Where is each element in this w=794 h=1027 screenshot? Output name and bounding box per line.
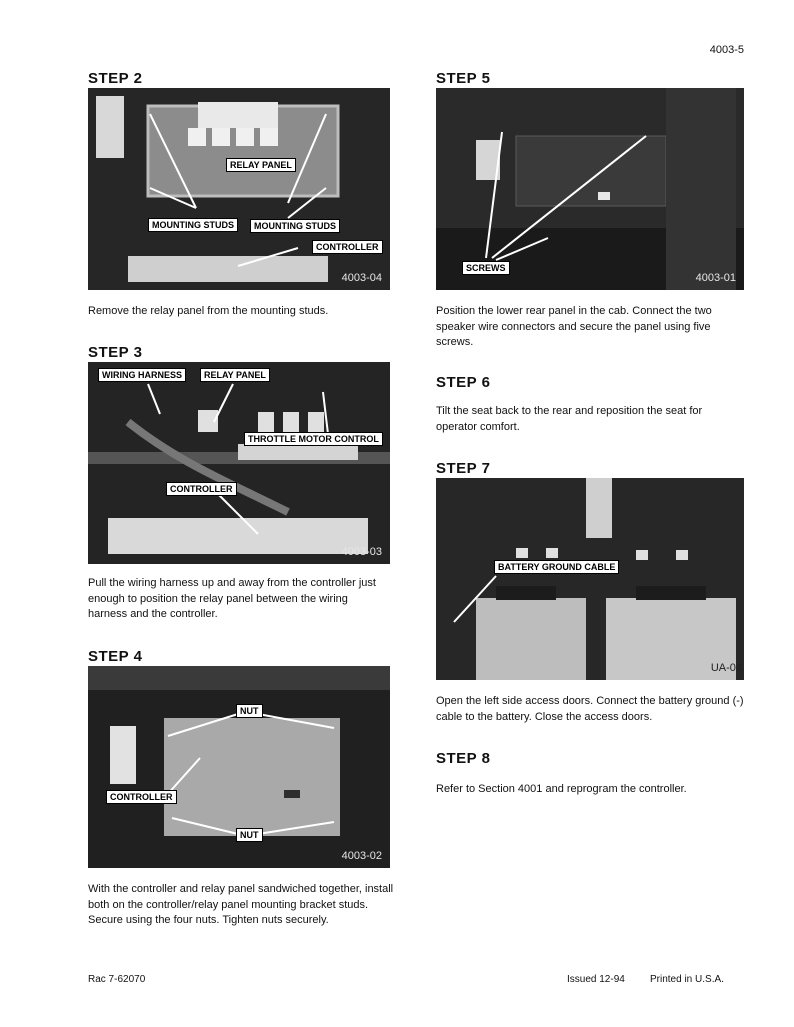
step-8-heading: STEP 8 — [436, 750, 491, 767]
step-5-label-screws: SCREWS — [462, 261, 510, 275]
footer-doc-number: Rac 7-62070 — [88, 974, 146, 985]
step-4-figure-id: 4003-02 — [341, 850, 382, 862]
step-7-heading: STEP 7 — [436, 460, 491, 477]
step-4-caption: With the controller and relay panel sandwiched together, install both on the controller/relay panel mounting bracket studs. Secure using the four nuts. Tighten nuts securely. — [88, 883, 394, 926]
footer-issued: Issued 12-94 — [567, 974, 625, 985]
footer-printed: Printed in U.S.A. — [650, 974, 724, 985]
step-3-figure-id: 4003-03 — [341, 546, 382, 558]
step-8-caption: Refer to Section 4001 and reprogram the controller. — [436, 783, 687, 795]
step-2-label-mounting-studs-right: MOUNTING STUDS — [250, 219, 340, 233]
step-7-figure-id: UA-03 — [710, 662, 742, 674]
step-2-label-mounting-studs-left: MOUNTING STUDS — [148, 218, 238, 232]
step-3-illustration — [88, 362, 390, 564]
step-5-photo — [436, 88, 744, 290]
step-3-label-controller: CONTROLLER — [166, 482, 237, 496]
step-3-label-throttle-motor-control: THROTTLE MOTOR CONTROL — [244, 432, 383, 446]
step-6-heading: STEP 6 — [436, 374, 491, 391]
step-2-caption: Remove the relay panel from the mounting studs. — [88, 305, 329, 317]
step-6-caption: Tilt the seat back to the rear and reposition the seat for operator comfort. — [436, 405, 703, 433]
step-7-caption: Open the left side access doors. Connect the battery ground (-) cable to the battery. Close the access doors. — [436, 695, 744, 723]
step-5-caption: Position the lower rear panel in the cab. Connect the two speaker wire connectors and secure the panel using five screws. — [436, 305, 712, 348]
step-3-caption: Pull the wiring harness up and away from the controller just enough to position the relay panel between the wiring harness and the controller. — [88, 577, 376, 620]
step-2-label-controller: CONTROLLER — [312, 240, 383, 254]
step-3-heading: STEP 3 — [88, 344, 143, 361]
step-4-label-nut-top: NUT — [236, 704, 263, 718]
step-4-label-nut-bottom: NUT — [236, 828, 263, 842]
step-2-illustration — [88, 88, 390, 290]
step-2-heading: STEP 2 — [88, 70, 143, 87]
step-5-heading: STEP 5 — [436, 70, 491, 87]
step-2-photo — [88, 88, 390, 290]
step-4-label-controller: CONTROLLER — [106, 790, 177, 804]
step-4-photo — [88, 666, 390, 868]
step-5-illustration — [436, 88, 744, 290]
step-3-label-relay-panel: RELAY PANEL — [200, 368, 270, 382]
step-7-label-battery-ground-cable: BATTERY GROUND CABLE — [494, 560, 619, 574]
step-7-photo — [436, 478, 744, 680]
step-3-photo — [88, 362, 390, 564]
step-5-figure-id: 4003-01 — [695, 272, 736, 284]
step-4-heading: STEP 4 — [88, 648, 143, 665]
page-number: 4003-5 — [709, 44, 744, 56]
step-7-illustration — [436, 478, 744, 680]
step-3-label-wiring-harness: WIRING HARNESS — [98, 368, 186, 382]
step-2-figure-id: 4003-04 — [341, 272, 382, 284]
step-2-label-relay-panel: RELAY PANEL — [226, 158, 296, 172]
